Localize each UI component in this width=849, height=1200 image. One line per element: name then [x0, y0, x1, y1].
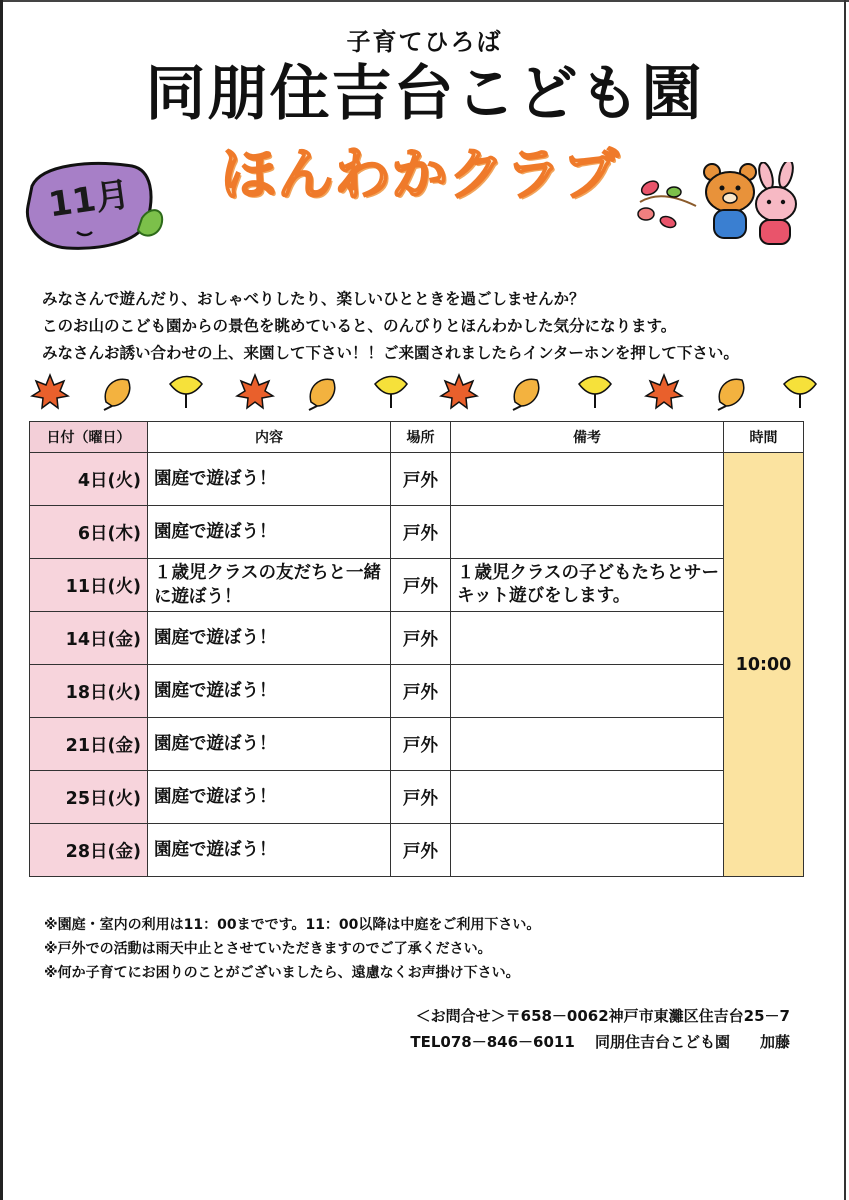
row-place: 戸外	[391, 559, 451, 612]
table-header-row	[30, 422, 804, 453]
autumn-leaves-border	[30, 372, 820, 416]
row-date: 25日(火)	[30, 771, 148, 824]
header-date: 日付（曜日）	[30, 422, 148, 453]
ginkgo-leaf-icon	[507, 372, 547, 412]
row-note	[451, 824, 724, 877]
bear-and-rabbit-mascot-icon	[636, 162, 806, 252]
table-row	[30, 665, 804, 718]
maple-leaf-icon	[644, 372, 684, 412]
row-note: １歳児クラスの子どもたちとサーキット遊びをします。	[451, 559, 724, 612]
row-content: 園庭で遊ぼう！	[148, 771, 391, 824]
intro-text	[42, 286, 822, 367]
ginkgo-leaf-icon	[712, 372, 752, 412]
row-place: 戸外	[391, 665, 451, 718]
table-row	[30, 824, 804, 877]
header-subtitle: 子育てひろば	[346, 28, 503, 56]
header-title: 同朋住吉台こども園	[145, 59, 704, 129]
row-content: 園庭で遊ぼう！	[148, 665, 391, 718]
intro-line: みなさんで遊んだり、おしゃべりしたり、楽しいひとときを過ごしませんか？	[42, 290, 585, 308]
table-row	[30, 718, 804, 771]
header-note: 備考	[451, 422, 724, 453]
row-note	[451, 771, 724, 824]
row-content: 園庭で遊ぼう！	[148, 453, 391, 506]
header-content: 内容	[148, 422, 391, 453]
time-cell: 10:00	[724, 453, 804, 877]
ginkgo-leaf-icon	[303, 372, 343, 412]
maple-leaf-icon	[30, 372, 70, 412]
table-row	[30, 612, 804, 665]
page-edge-right	[844, 0, 846, 1200]
row-place: 戸外	[391, 718, 451, 771]
row-place: 戸外	[391, 771, 451, 824]
header-place: 場所	[391, 422, 451, 453]
row-content: 園庭で遊ぼう！	[148, 506, 391, 559]
footnote-line: ※園庭・室内の利用は11：00までです。11：00以降は中庭をご利用下さい。	[44, 917, 541, 933]
month-label: 11月	[46, 174, 133, 226]
schedule-table	[29, 421, 804, 877]
ginkgo-yellow-icon	[780, 372, 820, 412]
row-content: 園庭で遊ぼう！	[148, 824, 391, 877]
row-content: １歳児クラスの友だちと一緒に遊ぼう！	[148, 559, 391, 612]
row-date: 6日(木)	[30, 506, 148, 559]
row-note	[451, 453, 724, 506]
row-date: 21日(金)	[30, 718, 148, 771]
header-time: 時間	[724, 422, 804, 453]
month-badge	[22, 156, 167, 256]
contact-address: ＜お問合せ＞〒658－0062神戸市東灘区住吉台25－7	[415, 1007, 790, 1025]
contact-phone: TEL078－846－6011 同朋住吉台こども園 加藤	[410, 1033, 790, 1051]
row-date: 4日(火)	[30, 453, 148, 506]
maple-leaf-icon	[235, 372, 275, 412]
intro-line: このお山のこども園からの景色を眺めていると、のんびりとほんわかした気分になります。	[42, 317, 677, 335]
table-row	[30, 453, 804, 506]
ginkgo-yellow-icon	[166, 372, 206, 412]
row-place: 戸外	[391, 453, 451, 506]
row-note	[451, 718, 724, 771]
row-content: 園庭で遊ぼう！	[148, 612, 391, 665]
row-date: 28日(金)	[30, 824, 148, 877]
row-place: 戸外	[391, 506, 451, 559]
maple-leaf-icon	[439, 372, 479, 412]
row-place: 戸外	[391, 824, 451, 877]
footnote-line: ※戸外での活動は雨天中止とさせていただきますのでご了承ください。	[44, 941, 492, 957]
row-note	[451, 612, 724, 665]
intro-line: みなさんお誘い合わせの上、来園して下さい！！ご来園されましたらインターホンを押して下さい。	[42, 344, 739, 362]
club-title: ほんわかクラブ	[220, 143, 620, 208]
table-row	[30, 771, 804, 824]
page-edge-top	[0, 0, 849, 2]
page-edge-left	[0, 0, 3, 1200]
row-content: 園庭で遊ぼう！	[148, 718, 391, 771]
row-date: 18日(火)	[30, 665, 148, 718]
contact-info	[300, 1003, 790, 1055]
ginkgo-yellow-icon	[371, 372, 411, 412]
ginkgo-yellow-icon	[575, 372, 615, 412]
table-row	[30, 506, 804, 559]
row-date: 11日(火)	[30, 559, 148, 612]
row-date: 14日(金)	[30, 612, 148, 665]
footnotes	[44, 913, 824, 985]
row-note	[451, 665, 724, 718]
ginkgo-leaf-icon	[98, 372, 138, 412]
row-note	[451, 506, 724, 559]
footnote-line: ※何か子育てにお困りのことがございましたら、遠慮なくお声掛け下さい。	[44, 965, 520, 981]
table-row	[30, 559, 804, 612]
row-place: 戸外	[391, 612, 451, 665]
